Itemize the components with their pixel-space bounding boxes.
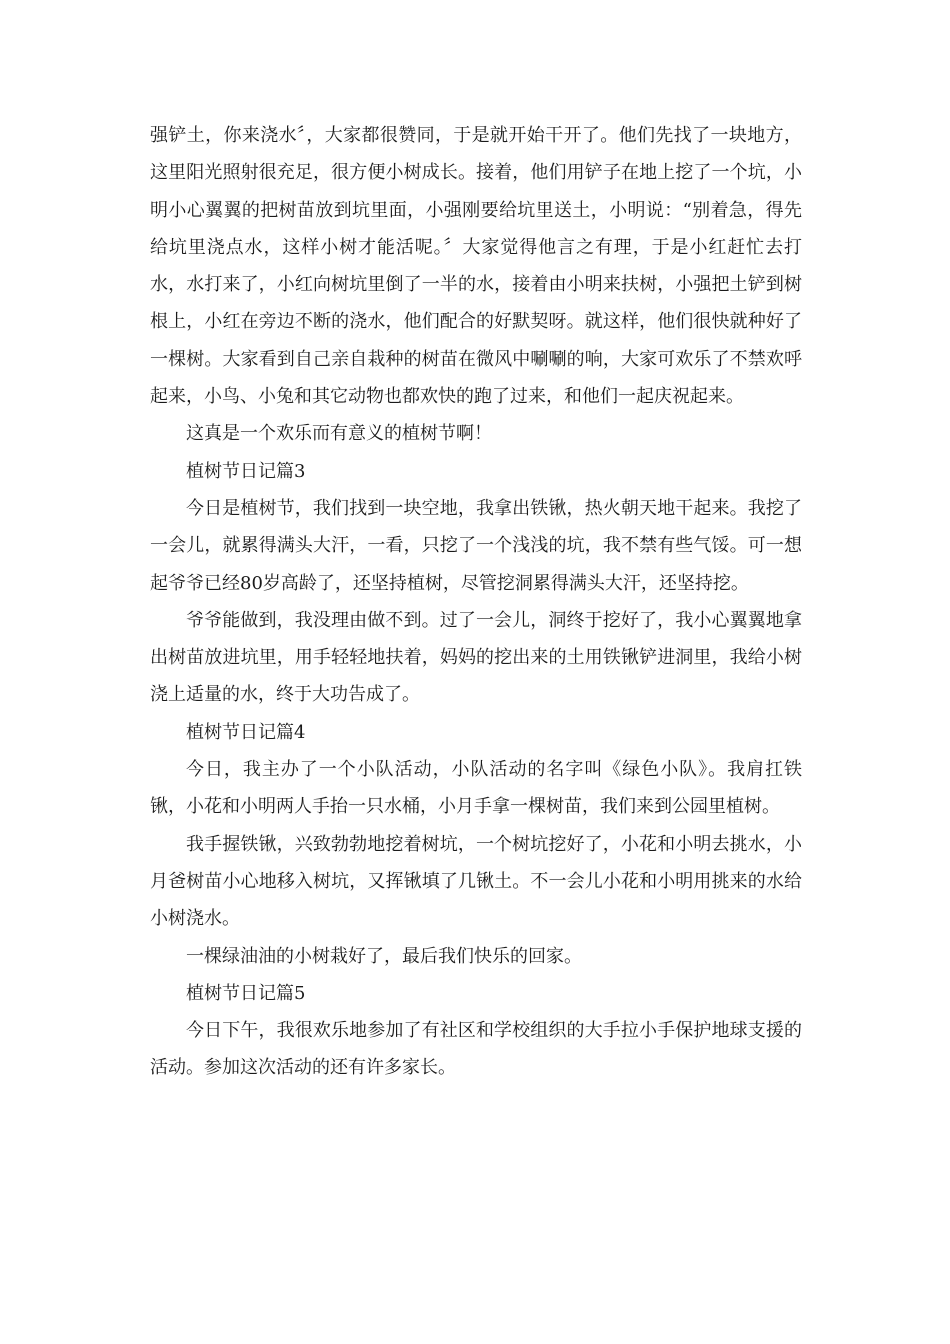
paragraph-diary-4-part-1: 今日，我主办了一个小队活动，小队活动的名字叫《绿色小队》。我肩扛铁锹，小花和小明两人手抬一只水桶，小月手拿一棵树苗，我们来到公园里植树。 bbox=[150, 759, 802, 818]
document-body bbox=[150, 117, 802, 1087]
paragraph-diary-4-part-3: 一棵绿油油的小树栽好了，最后我们快乐的回家。 bbox=[186, 945, 582, 967]
paragraph-diary-4-part-2: 我手握铁锹，兴致勃勃地挖着树坑，一个树坑挖好了，小花和小明去挑水，小月爸树苗小心地移入树坑，又挥锹填了几锹土。不一会儿小花和小明用挑来的水给小树浇水。 bbox=[150, 833, 802, 930]
section-heading-diary-3: 植树节日记篇3 bbox=[186, 460, 306, 482]
section-heading-diary-5: 植树节日记篇5 bbox=[186, 982, 306, 1004]
paragraph-planting-story-continued: 强铲土，你来浇水〞，大家都很赞同，于是就开始干开了。他们先找了一块地方，这里阳光照射很充足，很方便小树成长。接着，他们用铲子在地上挖了一个坑，小明小心翼翼的把树苗放到坑里面，小强刚要给坑里送土，小明说：“别着急，得先给坑里浇点水，这样小树才能活呢。〞大家觉得他言之有理，于是小红赶忙去打水，水打来了，小红向树坑里倒了一半的水，接着由小明来扶树，小强把土铲到树根上，小红在旁边不断的浇水，他们配合的好默契呀。就这样，他们很快就种好了一棵树。大家看到自己亲自栽种的树苗在微风中唰唰的响，大家可欢乐了不禁欢呼起来，小鸟、小兔和其它动物也都欢快的跑了过来，和他们一起庆祝起来。 bbox=[150, 125, 802, 408]
paragraph-diary-5-part-1: 今日下午，我很欢乐地参加了有社区和学校组织的大手拉小手保护地球支援的活动。参加这次活动的还有许多家长。 bbox=[150, 1020, 802, 1079]
paragraph-conclusion: 这真是一个欢乐而有意义的植树节啊！ bbox=[186, 423, 492, 445]
paragraph-diary-3-part-2: 爷爷能做到，我没理由做不到。过了一会儿，洞终于挖好了，我小心翼翼地拿出树苗放进坑里，用手轻轻地扶着，妈妈的挖出来的土用铁锹铲进洞里，我给小树浇上适量的水，终于大功告成了。 bbox=[150, 609, 802, 706]
section-heading-diary-4: 植树节日记篇4 bbox=[186, 721, 306, 743]
paragraph-diary-3-part-1: 今日是植树节，我们找到一块空地，我拿出铁锹，热火朝天地干起来。我挖了一会儿，就累得满头大汗，一看，只挖了一个浅浅的坑，我不禁有些气馁。可一想起爷爷已经80岁高龄了，还坚持植树，尽管挖洞累得满头大汗，还坚持挖。 bbox=[150, 497, 802, 594]
